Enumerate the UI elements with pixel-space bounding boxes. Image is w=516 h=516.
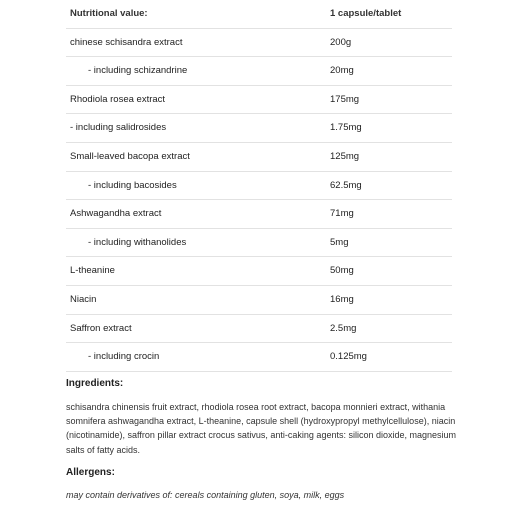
allergens-text: may contain derivatives of: cereals containing gluten, soya, milk, eggs <box>66 490 345 500</box>
row-name: Ashwagandha extract <box>66 200 328 229</box>
header-per-capsule: 1 capsule/tablet <box>328 0 452 28</box>
table-row <box>66 200 452 229</box>
row-name: Rhodiola rosea extract <box>66 85 328 114</box>
table-row <box>66 57 452 86</box>
table-row <box>66 114 452 143</box>
row-name: Niacin <box>66 285 328 314</box>
row-name: Saffron extract <box>66 314 328 343</box>
row-name: Small-leaved bacopa extract <box>66 142 328 171</box>
header-nutritional-value: Nutritional value: <box>66 0 328 28</box>
row-value: 16mg <box>328 285 452 314</box>
table-row <box>66 171 452 200</box>
row-value: 1.75mg <box>328 114 452 143</box>
row-value: 175mg <box>328 85 452 114</box>
row-value: 20mg <box>328 57 452 86</box>
table-row <box>66 28 452 57</box>
row-name: - including salidrosides <box>66 114 328 143</box>
allergens-heading: Allergens: <box>66 467 115 478</box>
row-value: 50mg <box>328 257 452 286</box>
row-value: 0.125mg <box>328 343 452 372</box>
table-row <box>66 257 452 286</box>
row-value: 62.5mg <box>328 171 452 200</box>
table-row <box>66 142 452 171</box>
row-name: - including schizandrine <box>66 57 328 86</box>
row-name: chinese schisandra extract <box>66 28 328 57</box>
table-row <box>66 285 452 314</box>
table-row <box>66 228 452 257</box>
ingredients-heading: Ingredients: <box>66 378 124 389</box>
nutrition-table <box>66 0 452 372</box>
row-value: 200g <box>328 28 452 57</box>
row-name: L-theanine <box>66 257 328 286</box>
row-value: 2.5mg <box>328 314 452 343</box>
row-value: 125mg <box>328 142 452 171</box>
ingredients-text: schisandra chinensis fruit extract, rhodiola rosea root extract, bacopa monnieri extract, withania somnifera ashwagandha extract, L-theanine, capsule shell (hydroxypropyl methylcellulose), niacin (nicotinamide), saffron pillar extract crocus sativus, anti-caking agents: silicon dioxide, magnesium salts of fatty acids. <box>66 402 457 455</box>
row-value: 71mg <box>328 200 452 229</box>
row-value: 5mg <box>328 228 452 257</box>
table-row <box>66 85 452 114</box>
table-row <box>66 314 452 343</box>
table-header-row <box>66 0 452 28</box>
table-row <box>66 343 452 372</box>
row-name: - including bacosides <box>66 171 328 200</box>
row-name: - including crocin <box>66 343 328 372</box>
row-name: - including withanolides <box>66 228 328 257</box>
